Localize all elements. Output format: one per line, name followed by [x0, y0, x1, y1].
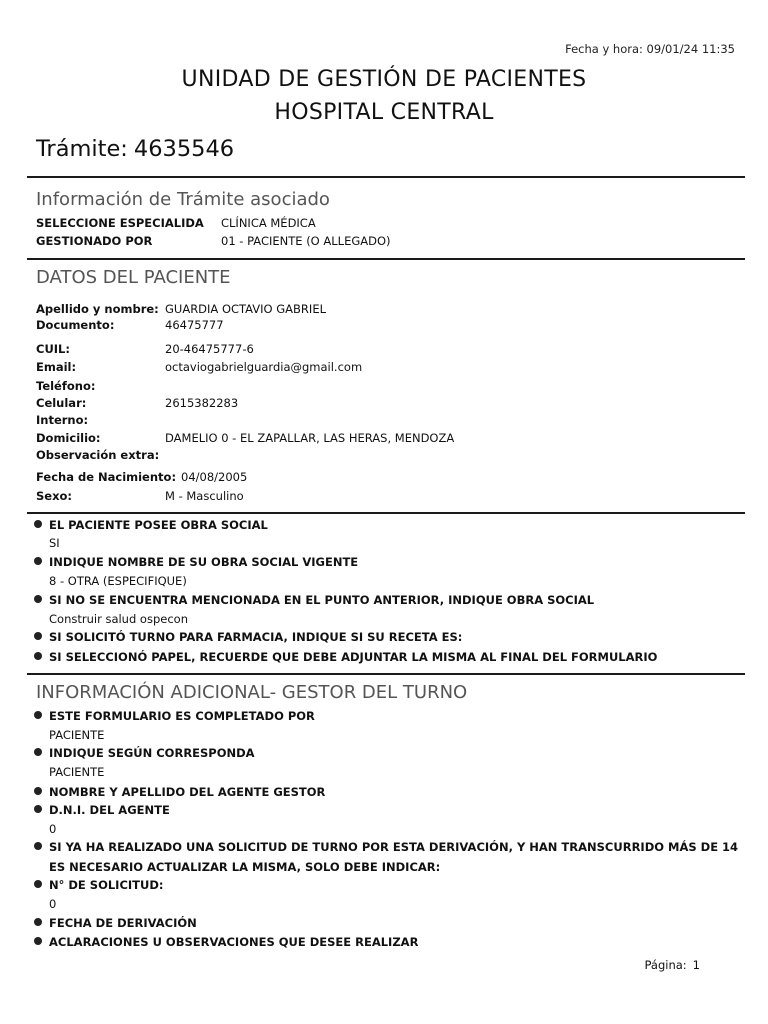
list-item: SI NO SE ENCUENTRA MENCIONADA EN EL PUNTO ANTERIOR, INDIQUE OBRA SOCIAL	[34, 593, 594, 607]
cuil-label: CUIL:	[36, 342, 70, 356]
celular-row	[36, 396, 239, 410]
list-item: SI YA HA REALIZADO UNA SOLICITUD DE TURNO POR ESTA DERIVACIÓN, Y HAN TRANSCURRIDO MÁS DE 14	[34, 840, 754, 854]
interno-label: Interno:	[36, 413, 89, 427]
print-datetime: Fecha y hora: 09/01/24 11:35	[565, 42, 735, 56]
divider	[27, 673, 745, 675]
page-number-value: 1	[692, 958, 700, 972]
list-item-continuation: ES NECESARIO ACTUALIZAR LA MISMA, SOLO DEBE INDICAR:	[49, 860, 441, 874]
bullet-icon	[34, 632, 42, 640]
especialidad-value: CLÍNICA MÉDICA	[221, 216, 316, 230]
apellido-value: GUARDIA OCTAVIO GABRIEL	[165, 302, 326, 316]
bullet-icon	[34, 787, 42, 795]
divider	[27, 512, 745, 514]
bullet-icon	[34, 652, 42, 660]
page-number	[645, 958, 701, 972]
page-label: Página:	[644, 958, 687, 972]
patient-section-title: DATOS DEL PACIENTE	[36, 267, 231, 288]
email-row	[36, 360, 363, 374]
especialidad-label: SELECCIONE ESPECIALIDA	[36, 216, 204, 230]
list-item: ACLARACIONES U OBSERVACIONES QUE DESEE REALIZAR	[34, 935, 418, 949]
list-item: NOMBRE Y APELLIDO DEL AGENTE GESTOR	[34, 785, 325, 799]
list-item: ESTE FORMULARIO ES COMPLETADO POR	[34, 709, 315, 723]
nacimiento-label: Fecha de Nacimiento:	[36, 470, 177, 484]
list-item: SI SOLICITÓ TURNO PARA FARMACIA, INDIQUE SI SU RECETA ES:	[34, 630, 462, 644]
tramite-heading	[36, 136, 234, 162]
bullet-icon	[34, 557, 42, 565]
domicilio-label: Domicilio:	[36, 431, 101, 445]
celular-value: 2615382283	[165, 396, 239, 410]
list-item: N° DE SOLICITUD:	[34, 878, 164, 892]
sexo-label: Sexo:	[36, 489, 72, 503]
telefono-row	[36, 379, 95, 393]
tramite-info-title: Información de Trámite asociado	[36, 189, 330, 210]
telefono-label: Teléfono:	[36, 379, 96, 393]
gestionado-value: 01 - PACIENTE (O ALLEGADO)	[221, 234, 391, 248]
interno-row	[36, 413, 88, 427]
domicilio-value: DAMELIO 0 - EL ZAPALLAR, LAS HERAS, MENDOZA	[165, 431, 455, 445]
document-title: UNIDAD DE GESTIÓN DE PACIENTES	[181, 67, 587, 92]
list-item: FECHA DE DERIVACIÓN	[34, 916, 197, 930]
list-item: SI SELECCIONÓ PAPEL, RECUERDE QUE DEBE ADJUNTAR LA MISMA AL FINAL DEL FORMULARIO	[34, 650, 657, 664]
bullet-icon	[34, 937, 42, 945]
divider	[27, 258, 745, 260]
bullet-icon	[34, 520, 42, 528]
tramite-label: Trámite:	[36, 136, 128, 162]
divider	[27, 176, 745, 178]
bullet-icon	[34, 595, 42, 603]
email-value: octaviogabrielguardia@gmail.com	[165, 360, 363, 374]
list-item: D.N.I. DEL AGENTE	[34, 803, 170, 817]
apellido-label: Apellido y nombre:	[36, 302, 159, 316]
apellido-row	[36, 302, 326, 316]
gestionado-row	[36, 234, 391, 248]
cuil-row	[36, 342, 254, 356]
nacimiento-value: 04/08/2005	[181, 470, 248, 484]
tramite-number: 4635546	[133, 136, 235, 162]
answer-value: PACIENTE	[49, 728, 105, 742]
bullet-icon	[34, 880, 42, 888]
cuil-value: 20-46475777-6	[165, 342, 254, 356]
documento-row	[36, 318, 224, 332]
email-label: Email:	[36, 360, 77, 374]
list-item: INDIQUE SEGÚN CORRESPONDA	[34, 746, 255, 760]
nacimiento-row	[36, 470, 248, 484]
additional-section-title: INFORMACIÓN ADICIONAL- GESTOR DEL TURNO	[36, 682, 468, 703]
documento-value: 46475777	[165, 318, 224, 332]
list-item: EL PACIENTE POSEE OBRA SOCIAL	[34, 518, 268, 532]
sexo-row	[36, 489, 244, 503]
sexo-value: M - Masculino	[165, 489, 244, 503]
bullet-icon	[34, 918, 42, 926]
list-item: INDIQUE NOMBRE DE SU OBRA SOCIAL VIGENTE	[34, 555, 358, 569]
bullet-icon	[34, 842, 42, 850]
answer-value: SI	[49, 536, 60, 550]
celular-label: Celular:	[36, 396, 87, 410]
documento-label: Documento:	[36, 318, 115, 332]
answer-value: 0	[49, 822, 57, 836]
answer-value: 0	[49, 897, 57, 911]
answer-value: Construir salud ospecon	[49, 612, 188, 626]
gestionado-label: GESTIONADO POR	[36, 234, 153, 248]
answer-value: PACIENTE	[49, 765, 105, 779]
observacion-row	[36, 448, 159, 462]
bullet-icon	[34, 711, 42, 719]
especialidad-row	[36, 216, 316, 230]
hospital-name: HOSPITAL CENTRAL	[274, 100, 494, 125]
bullet-icon	[34, 805, 42, 813]
observacion-label: Observación extra:	[36, 448, 160, 462]
domicilio-row	[36, 431, 455, 445]
bullet-icon	[34, 748, 42, 756]
answer-value: 8 - OTRA (ESPECIFIQUE)	[49, 574, 187, 588]
